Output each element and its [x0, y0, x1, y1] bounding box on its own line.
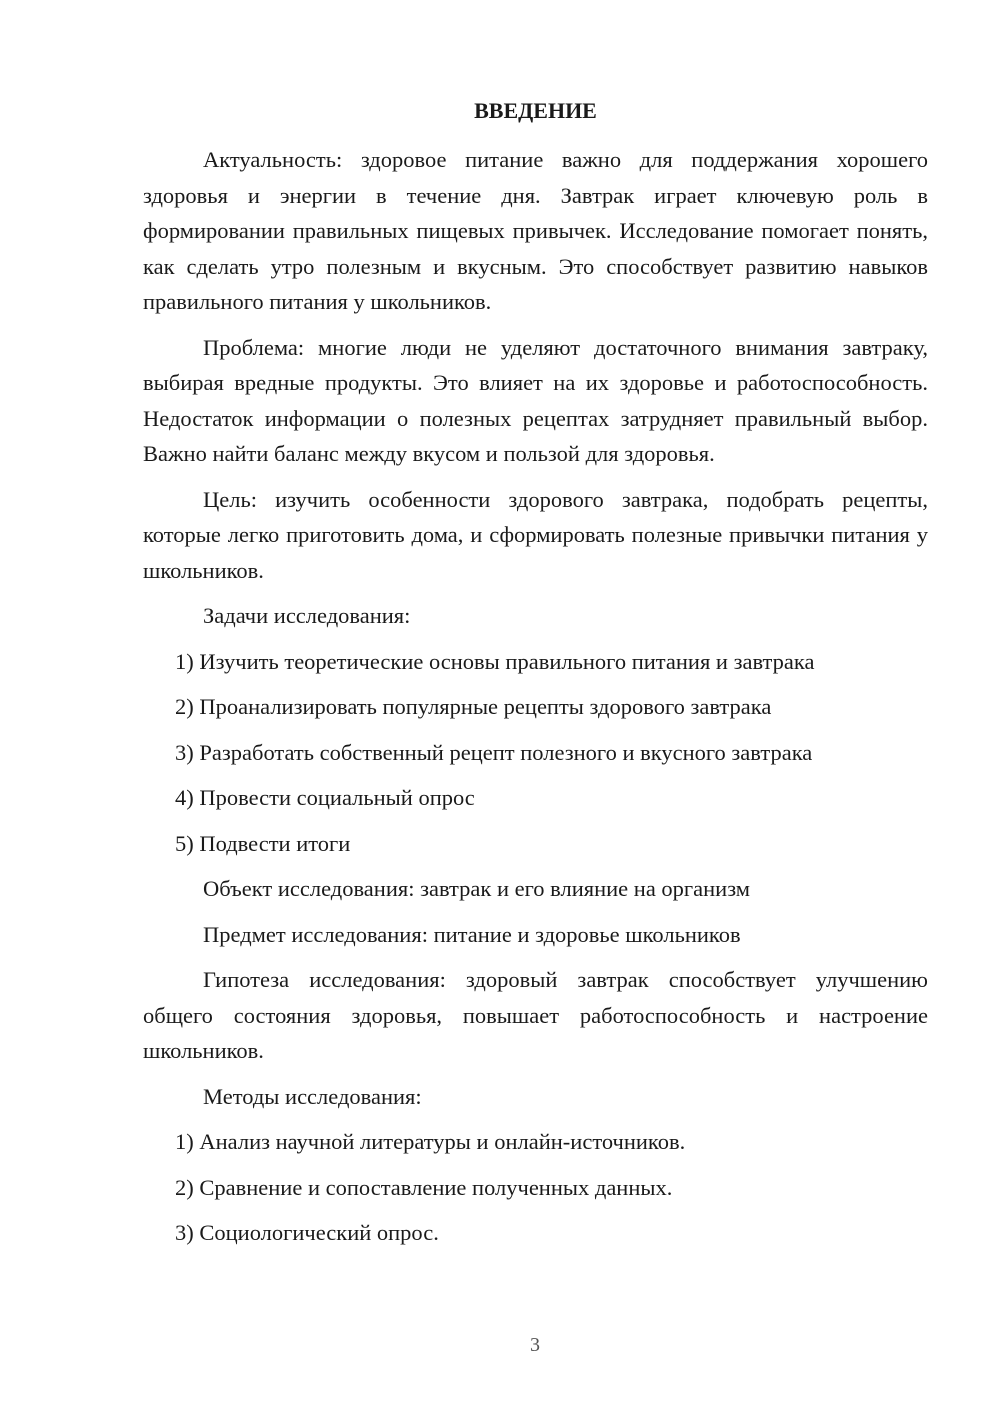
- hypothesis-paragraph: Гипотеза исследования: здоровый завтрак способствует улучшению общего состояния здоровья, повышает работоспособность и настроение школьников.: [143, 967, 928, 1063]
- task-item: 5) Подвести итоги: [175, 830, 351, 856]
- method-item: 2) Сравнение и сопоставление полученных данных.: [175, 1174, 673, 1200]
- document-body: [143, 142, 928, 1261]
- relevance-paragraph: Актуальность: здоровое питание важно для поддержания хорошего здоровья и энергии в течение дня. Завтрак играет ключевую роль в формировании правильных пищевых привычек. Исследование помогает понять, как сделать утро полезным и вкусным. Это способствует развитию навыков правильного питания у школьников.: [143, 147, 928, 314]
- task-item: 1) Изучить теоретические основы правильного питания и завтрака: [175, 648, 815, 674]
- method-item: 1) Анализ научной литературы и онлайн-источников.: [175, 1129, 686, 1154]
- page-title: ВВЕДЕНИЕ: [474, 98, 597, 123]
- research-subject: Предмет исследования: питание и здоровье школьников: [203, 921, 741, 947]
- task-item: 4) Провести социальный опрос: [175, 785, 475, 810]
- tasks-heading: Задачи исследования:: [203, 603, 411, 628]
- method-item: 3) Социологический опрос.: [175, 1220, 439, 1245]
- methods-heading: Методы исследования:: [203, 1083, 422, 1109]
- goal-paragraph: Цель: изучить особенности здорового завтрака, подобрать рецепты, которые легко приготовить дома, и сформировать полезные привычки питания у школьников.: [143, 486, 928, 583]
- problem-paragraph: Проблема: многие люди не уделяют достаточного внимания завтраку, выбирая вредные продукты. Это влияет на их здоровье и работоспособность. Недостаток информации о полезных рецептах затрудняет правильный выбор. Важно найти баланс между вкусом и пользой для здоровья.: [143, 334, 928, 466]
- task-item: 3) Разработать собственный рецепт полезного и вкусного завтрака: [175, 739, 813, 765]
- research-object: Объект исследования: завтрак и его влияние на организм: [203, 876, 751, 901]
- page-number: 3: [530, 1334, 540, 1356]
- task-item: 2) Проанализировать популярные рецепты здорового завтрака: [175, 694, 772, 719]
